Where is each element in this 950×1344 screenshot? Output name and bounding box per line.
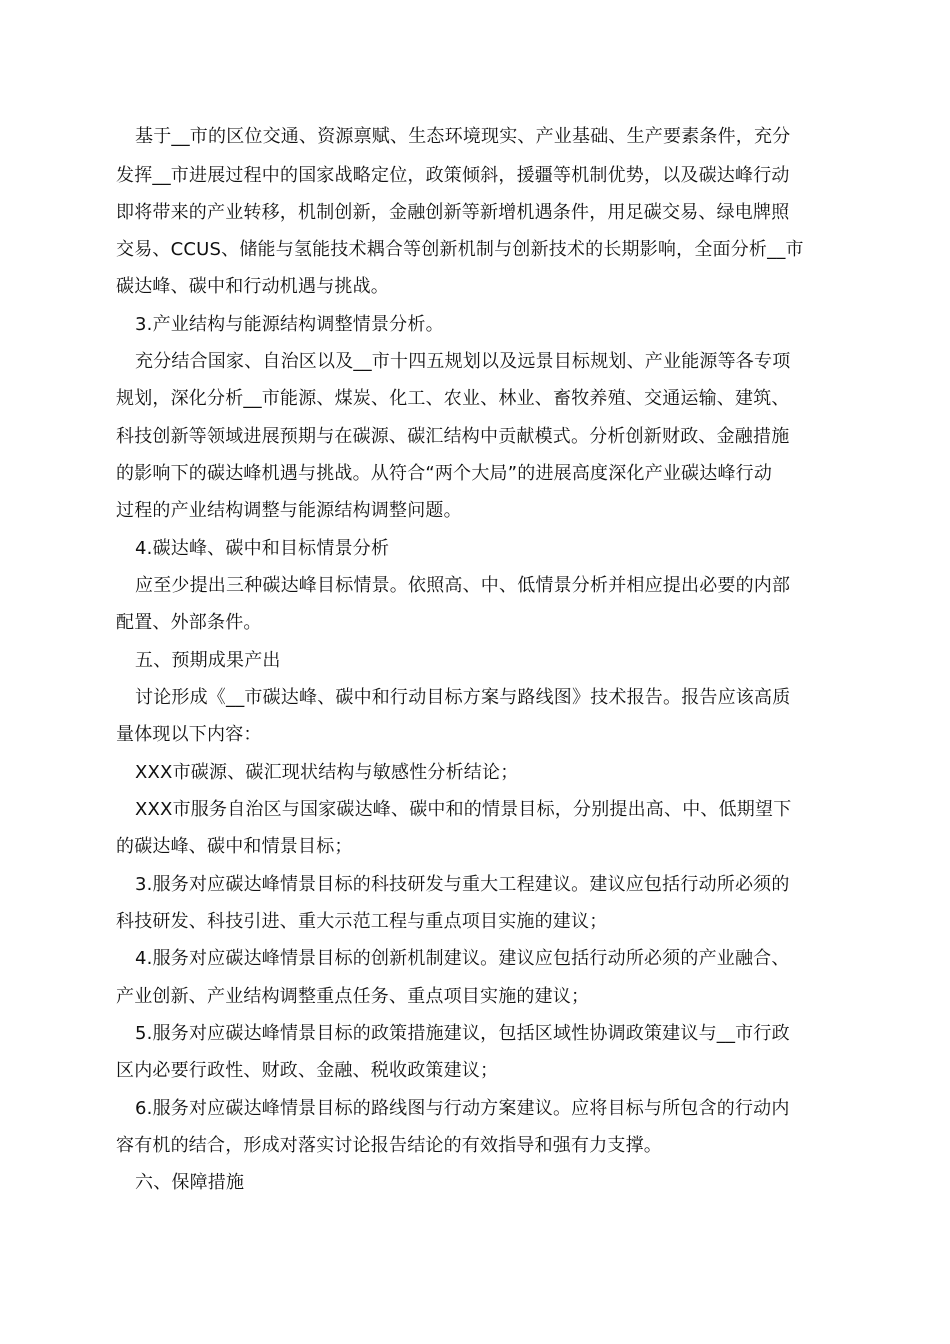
- paragraph-line: 应至少提出三种碳达峰目标情景。依照高、中、低情景分析并相应提出必要的内部: [135, 575, 791, 596]
- paragraph-line: 量体现以下内容：: [116, 724, 262, 745]
- paragraph-line: 的影响下的碳达峰机遇与挑战。从符合“两个大局”的进展高度深化产业碳达峰行动: [116, 463, 773, 484]
- paragraph-line: 配置、外部条件。: [116, 612, 262, 633]
- paragraph-line: 发挥__市进展过程中的国家战略定位，政策倾斜，援疆等机制优势，以及碳达峰行动: [116, 165, 790, 186]
- paragraph-line: 即将带来的产业转移，机制创新，金融创新等新增机遇条件，用足碳交易、绿电牌照: [116, 202, 790, 223]
- paragraph-line: 规划，深化分析__市能源、煤炭、化工、农业、林业、畜牧养殖、交通运输、建筑、: [116, 388, 790, 409]
- paragraph-line: 容有机的结合，形成对落实讨论报告结论的有效指导和强有力支撑。: [116, 1135, 662, 1156]
- paragraph-line: 科技研发、科技引进、重大示范工程与重点项目实施的建议；: [116, 911, 608, 932]
- paragraph-line: 的碳达峰、碳中和情景目标；: [116, 836, 353, 857]
- paragraph-line: 产业创新、产业结构调整重点任务、重点项目实施的建议；: [116, 986, 590, 1007]
- paragraph-line: 讨论形成《__市碳达峰、碳中和行动目标方案与路线图》技术报告。报告应该高质: [135, 687, 791, 708]
- paragraph-line: 科技创新等领域进展预期与在碳源、碳汇结构中贡献模式。分析创新财政、金融措施: [116, 426, 790, 447]
- list-item: XXX市服务自治区与国家碳达峰、碳中和的情景目标，分别提出高、中、低期望下: [135, 799, 792, 820]
- paragraph-line: 基于__市的区位交通、资源禀赋、生态环境现实、产业基础、生产要素条件，充分: [135, 126, 791, 147]
- list-item: 6.服务对应碳达峰情景目标的路线图与行动方案建议。应将目标与所包含的行动内: [135, 1098, 790, 1119]
- list-item: XXX市碳源、碳汇现状结构与敏感性分析结论；: [135, 762, 519, 783]
- list-item: 5.服务对应碳达峰情景目标的政策措施建议，包括区域性协调政策建议与__市行政: [135, 1023, 790, 1044]
- list-item: 4.服务对应碳达峰情景目标的创新机制建议。建议应包括行动所必须的产业融合、: [135, 948, 790, 969]
- list-item: 3.服务对应碳达峰情景目标的科技研发与重大工程建议。建议应包括行动所必须的: [135, 874, 790, 895]
- paragraph-line: 碳达峰、碳中和行动机遇与挑战。: [116, 276, 389, 297]
- paragraph-line: 过程的产业结构调整与能源结构调整问题。: [116, 500, 462, 521]
- section-heading: 五、预期成果产出: [135, 650, 281, 671]
- paragraph-line: 区内必要行政性、财政、金融、税收政策建议；: [116, 1060, 499, 1081]
- paragraph-line: 交易、CCUS、储能与氢能技术耦合等创新机制与创新技术的长期影响，全面分析__市: [116, 239, 804, 260]
- section-heading: 六、保障措施: [135, 1172, 245, 1193]
- paragraph-line: 充分结合国家、自治区以及__市十四五规划以及远景目标规划、产业能源等各专项: [135, 351, 791, 372]
- section-heading: 3.产业结构与能源结构调整情景分析。: [135, 314, 444, 335]
- section-heading: 4.碳达峰、碳中和目标情景分析: [135, 538, 390, 559]
